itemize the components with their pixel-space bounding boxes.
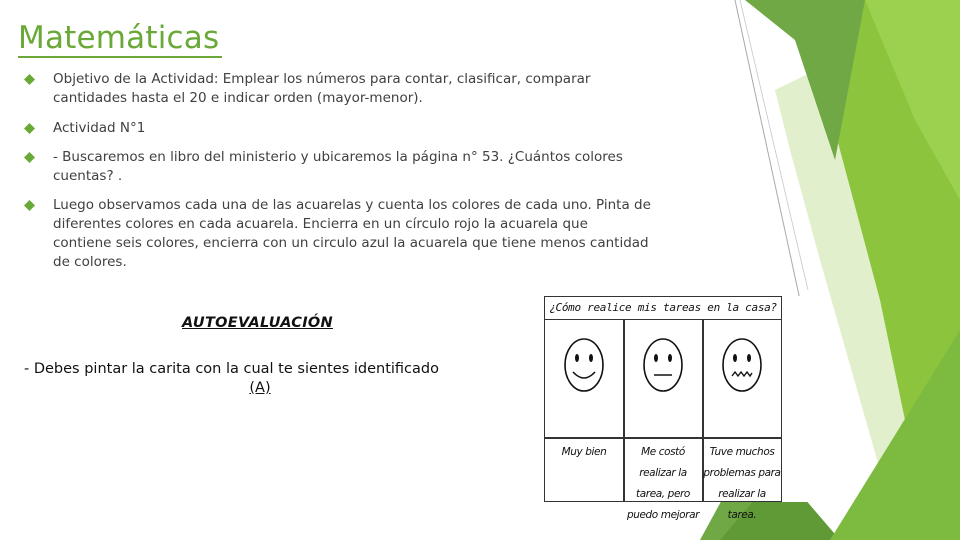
diamond-bullet-icon (24, 152, 35, 163)
worried-face-icon[interactable] (720, 336, 764, 394)
neutral-face-icon[interactable] (641, 336, 685, 394)
caption-me-costo: Me costó realizar la tarea, pero puedo mejorar (626, 446, 700, 521)
title-underline (18, 56, 222, 58)
happy-face-icon[interactable] (562, 336, 606, 394)
diamond-bullet-icon (24, 200, 35, 211)
caption-muy-bien: Muy bien (561, 446, 607, 458)
self-evaluation-card (544, 296, 826, 521)
diamond-bullet-icon (24, 74, 35, 85)
page-title: Matemáticas (18, 20, 220, 56)
bullet-text: Actividad N°1 (53, 120, 146, 136)
autoevaluacion-note: (A) (249, 380, 271, 396)
card-header: ¿Cómo realice mis tareas en la casa? (544, 296, 782, 320)
caption-tuve-problemas: Tuve muchos problemas para realizar la tarea. (703, 446, 781, 521)
autoevaluacion-instruction: - Debes pintar la carita con la cual te sientes identificado (24, 361, 439, 377)
row-divider (544, 437, 782, 439)
bullet-text: Objetivo de la Actividad: Emplear los números para contar, clasificar, comparar cantidades hasta el 20 e indicar orden (mayor-menor). (53, 71, 591, 106)
autoevaluacion-title: AUTOEVALUACIÓN (182, 315, 333, 331)
diamond-bullet-icon (24, 123, 35, 134)
bullet-text: Luego observamos cada una de las acuarelas y cuenta los colores de cada uno. Pinta de diferentes colores en cada acuarela. Encierra en un círculo rojo la acuarela que contiene seis colores, encierra con un circulo azul la acuarela que tiene menos cantidad de colores. (53, 197, 651, 270)
bullet-text: - Buscaremos en libro del ministerio y ubicaremos la página n° 53. ¿Cuántos colores cuentas? . (53, 149, 623, 184)
